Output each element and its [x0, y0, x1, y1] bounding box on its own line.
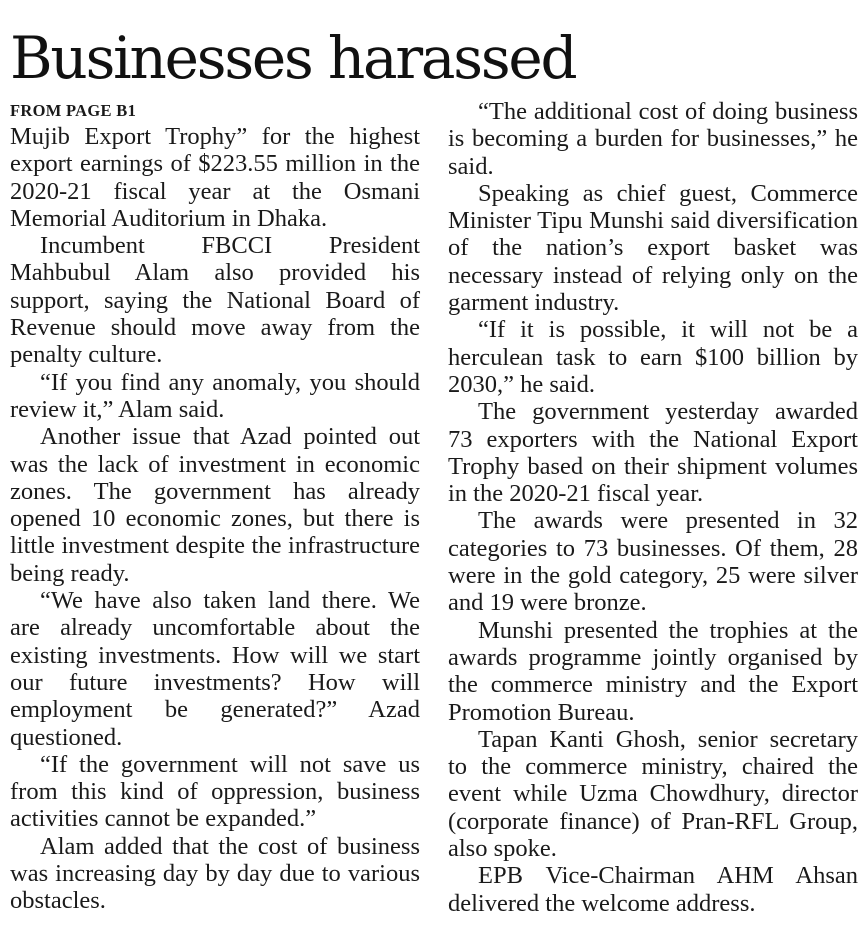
paragraph: Tapan Kanti Ghosh, senior secretary to the commerce ministry, chaired the event while Uzma Chowdhury, director (corporate finance) of Pran-RFL Group, also spoke. [448, 725, 858, 863]
paragraph: The government yesterday awarded 73 exporters with the National Export Trophy based on their shipment volumes in the 2020-21 fiscal year. [448, 398, 858, 508]
paragraph: EPB Vice-Chairman AHM Ahsan delivered the welcome address. [448, 862, 858, 917]
article-column-right [448, 98, 858, 917]
paragraph: Incumbent FBCCI President Mahbubul Alam also provided his support, saying the National Board of Revenue should move away from the penalty culture. [10, 232, 420, 369]
paragraph: The awards were presented in 32 categories to 73 businesses. Of them, 28 were in the gold category, 25 were silver and 19 were bronze. [448, 507, 858, 617]
article-column-left [10, 98, 420, 915]
paragraph: Speaking as chief guest, Commerce Minister Tipu Munshi said diversification of the nation’s export basket was necessary instead of relying only on the garment industry. [448, 179, 858, 317]
headline: Businesses harassed [10, 24, 576, 92]
paragraph: “If the government will not save us from this kind of oppression, business activities cannot be expanded.” [10, 750, 420, 833]
paragraph: “If it is possible, it will not be a herculean task to earn $100 billion by 2030,” he said. [448, 316, 858, 398]
continuation-kicker: FROM PAGE B1 [10, 101, 137, 120]
paragraph: Munshi presented the trophies at the awards programme jointly organised by the commerce ministry and the Export Promotion Bureau. [448, 616, 858, 726]
paragraph: Alam added that the cost of business was increasing day by day due to various obstacles. [10, 832, 420, 915]
paragraph: “If you find any anomaly, you should review it,” Alam said. [10, 368, 420, 423]
paragraph: Another issue that Azad pointed out was the lack of investment in economic zones. The government has already opened 10 economic zones, but there is little investment despite the infrastructure being ready. [10, 423, 420, 587]
paragraph: “The additional cost of doing business is becoming a burden for businesses,” he said. [448, 98, 858, 180]
paragraph: “We have also taken land there. We are already uncomfortable about the existing investments. How will we start our future investments? How will employment be generated?” Azad questioned. [10, 587, 420, 751]
paragraph: Mujib Export Trophy” for the highest export earnings of $223.55 million in the 2020-21 fiscal year at the Osmani Memorial Auditorium in Dhaka. [10, 123, 420, 232]
